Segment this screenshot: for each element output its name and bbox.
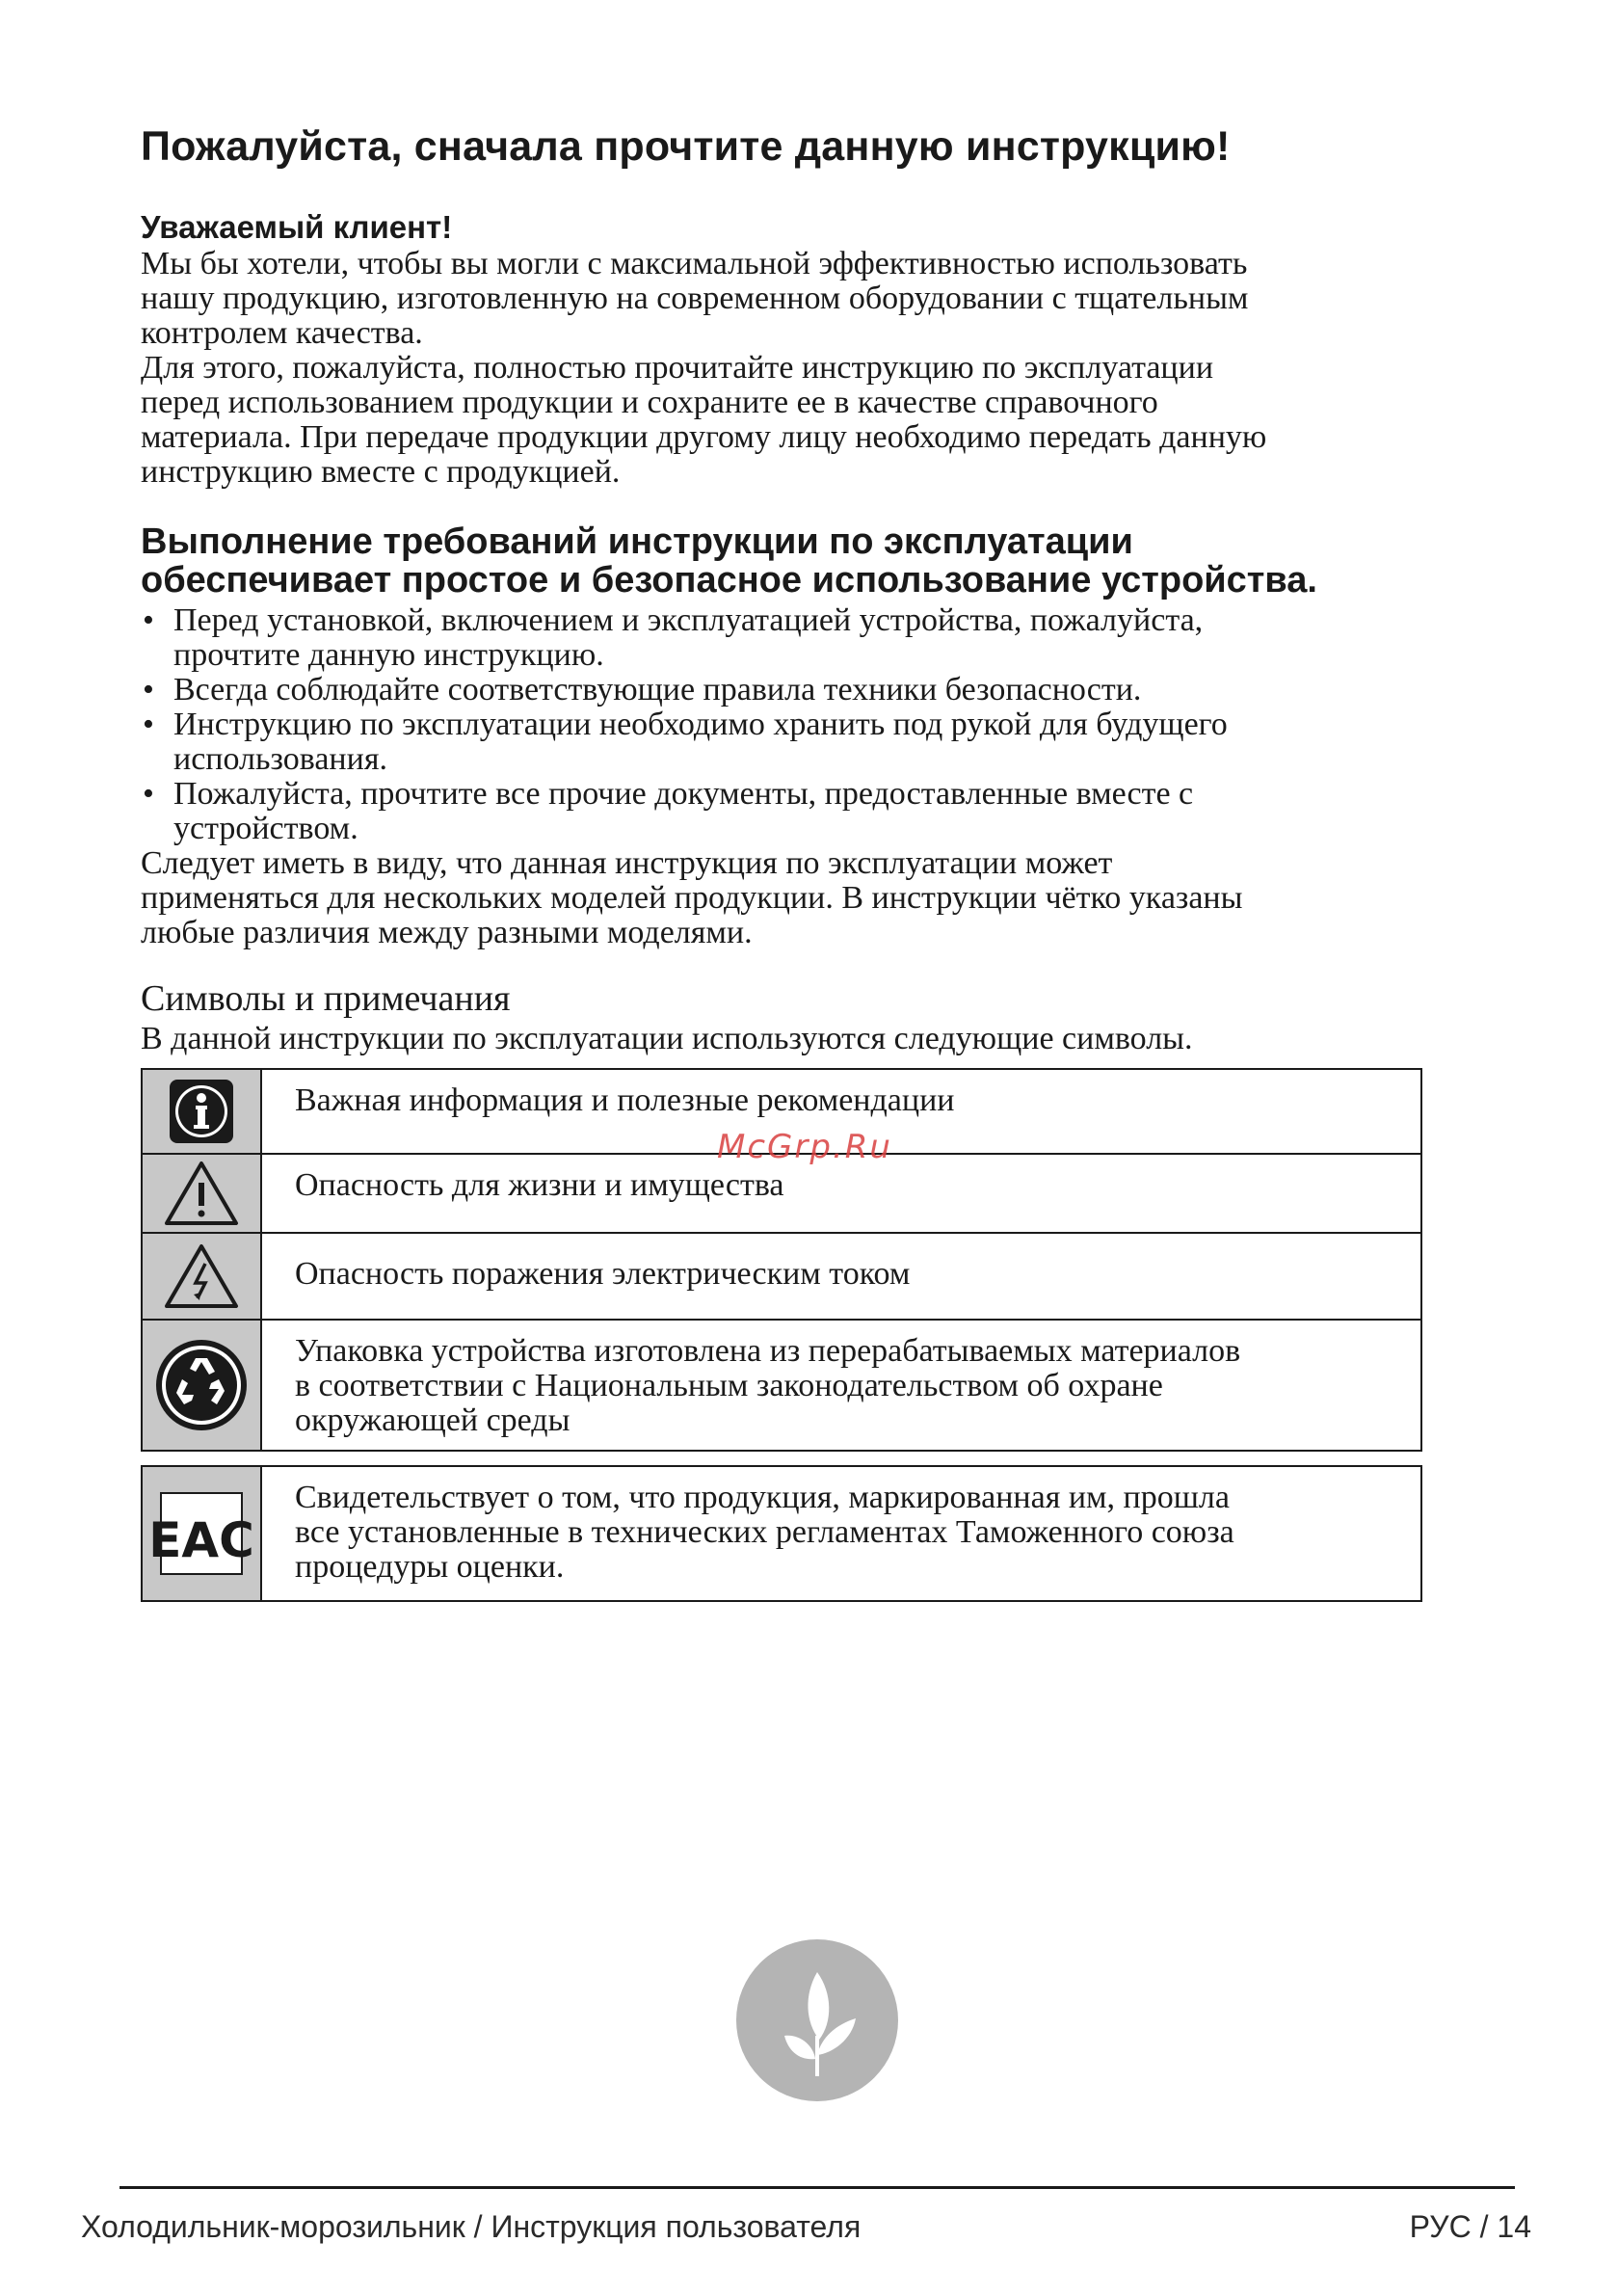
symbols-table — [141, 1068, 1422, 1452]
eac-mark-icon — [148, 1491, 254, 1576]
note-line: Следует иметь в виду, что данная инструкция по эксплуатации может — [141, 845, 1113, 881]
eac-table — [141, 1465, 1422, 1602]
electric-hazard-icon — [163, 1242, 240, 1310]
requirements-heading-line1: Выполнение требований инструкции по эксплуатации — [141, 521, 1133, 562]
eco-leaf-icon — [736, 1939, 898, 2101]
symbol-description-line: Опасность для жизни и имущества — [295, 1167, 784, 1203]
footer-page-number: РУС / 14 — [1409, 2209, 1531, 2244]
symbol-description — [262, 1321, 1420, 1450]
list-item-continuation — [141, 742, 1490, 777]
bullet-icon: • — [143, 672, 154, 707]
symbol-description-line: Важная информация и полезные рекомендации — [295, 1082, 955, 1118]
eac-mark-text: EAC — [148, 1512, 254, 1568]
watermark: McGrp.Ru — [717, 1128, 892, 1166]
intro-heading: Уважаемый клиент! — [141, 209, 453, 245]
intro-line: контролем качества. — [141, 315, 423, 351]
list-item-text: прочтите данную инструкцию. — [173, 637, 604, 673]
warning-icon — [163, 1160, 240, 1227]
icon-cell — [143, 1467, 262, 1600]
icon-cell — [143, 1070, 262, 1153]
icon-cell — [143, 1321, 262, 1450]
note-line: применяться для нескольких моделей продукции. В инструкции чётко указаны — [141, 880, 1243, 916]
icon-cell — [143, 1155, 262, 1232]
symbols-intro: В данной инструкции по эксплуатации используются следующие символы. — [141, 1021, 1193, 1056]
symbol-description-line: Свидетельствует о том, что продукция, маркированная им, прошла — [295, 1480, 1230, 1515]
symbol-description-line: все установленные в технических регламентах Таможенного союза — [295, 1514, 1234, 1550]
list-item-text: Всегда соблюдайте соответствующие правила техники безопасности. — [173, 672, 1142, 707]
recycle-icon — [153, 1337, 250, 1433]
table-row — [143, 1234, 1420, 1321]
intro-line: материала. При передаче продукции другому лицу необходимо передать данную — [141, 419, 1267, 455]
note-line: любые различия между разными моделями. — [141, 915, 753, 950]
requirements-list — [141, 603, 1490, 846]
requirements-section — [141, 522, 1490, 950]
list-item-continuation — [141, 638, 1490, 673]
list-item — [141, 603, 1490, 638]
bullet-icon: • — [143, 602, 154, 638]
list-item-text: использования. — [173, 741, 387, 777]
footer-divider — [119, 2186, 1515, 2189]
intro-line: инструкцию вместе с продукцией. — [141, 454, 621, 490]
list-item-text: устройством. — [173, 811, 358, 846]
bullet-icon: • — [143, 776, 154, 812]
intro-line: перед использованием продукции и сохраните ее в качестве справочного — [141, 385, 1158, 420]
list-item-text: Инструкцию по эксплуатации необходимо хранить под рукой для будущего — [173, 707, 1228, 742]
table-row — [143, 1155, 1420, 1234]
page-title: Пожалуйста, сначала прочтите данную инструкцию! — [141, 123, 1231, 170]
list-item-text: Пожалуйста, прочтите все прочие документы, предоставленные вместе с — [173, 776, 1194, 812]
symbol-description-line: окружающей среды — [295, 1402, 570, 1438]
list-item-continuation — [141, 812, 1490, 846]
symbol-description-line: процедуры оценки. — [295, 1549, 565, 1585]
bullet-icon: • — [143, 707, 154, 742]
table-row — [143, 1321, 1420, 1450]
symbol-description — [262, 1234, 1420, 1319]
intro-line: Для этого, пожалуйста, полностью прочитайте инструкцию по эксплуатации — [141, 350, 1214, 386]
symbols-heading: Символы и примечания — [141, 978, 511, 1019]
list-item-text: Перед установкой, включением и эксплуатацией устройства, пожалуйста, — [173, 602, 1204, 638]
symbol-description — [262, 1155, 1420, 1232]
list-item — [141, 777, 1490, 812]
intro-line: Мы бы хотели, чтобы вы могли с максимальной эффективностью использовать — [141, 246, 1248, 281]
symbol-description — [262, 1467, 1420, 1600]
requirements-heading-line2: обеспечивает простое и безопасное использование устройства. — [141, 560, 1317, 601]
info-icon — [168, 1078, 235, 1145]
symbol-description-line: Упаковка устройства изготовлена из перерабатываемых материалов — [295, 1333, 1241, 1369]
intro-section — [141, 208, 1490, 490]
icon-cell — [143, 1234, 262, 1319]
symbol-description-line: Опасность поражения электрическим током — [295, 1256, 911, 1292]
list-item — [141, 673, 1490, 707]
footer-document-title: Холодильник-морозильник / Инструкция пользователя — [81, 2209, 862, 2244]
list-item — [141, 707, 1490, 742]
intro-line: нашу продукцию, изготовленную на современном оборудовании с тщательным — [141, 280, 1249, 316]
symbol-description-line: в соответствии с Национальным законодательством об охране — [295, 1368, 1163, 1403]
